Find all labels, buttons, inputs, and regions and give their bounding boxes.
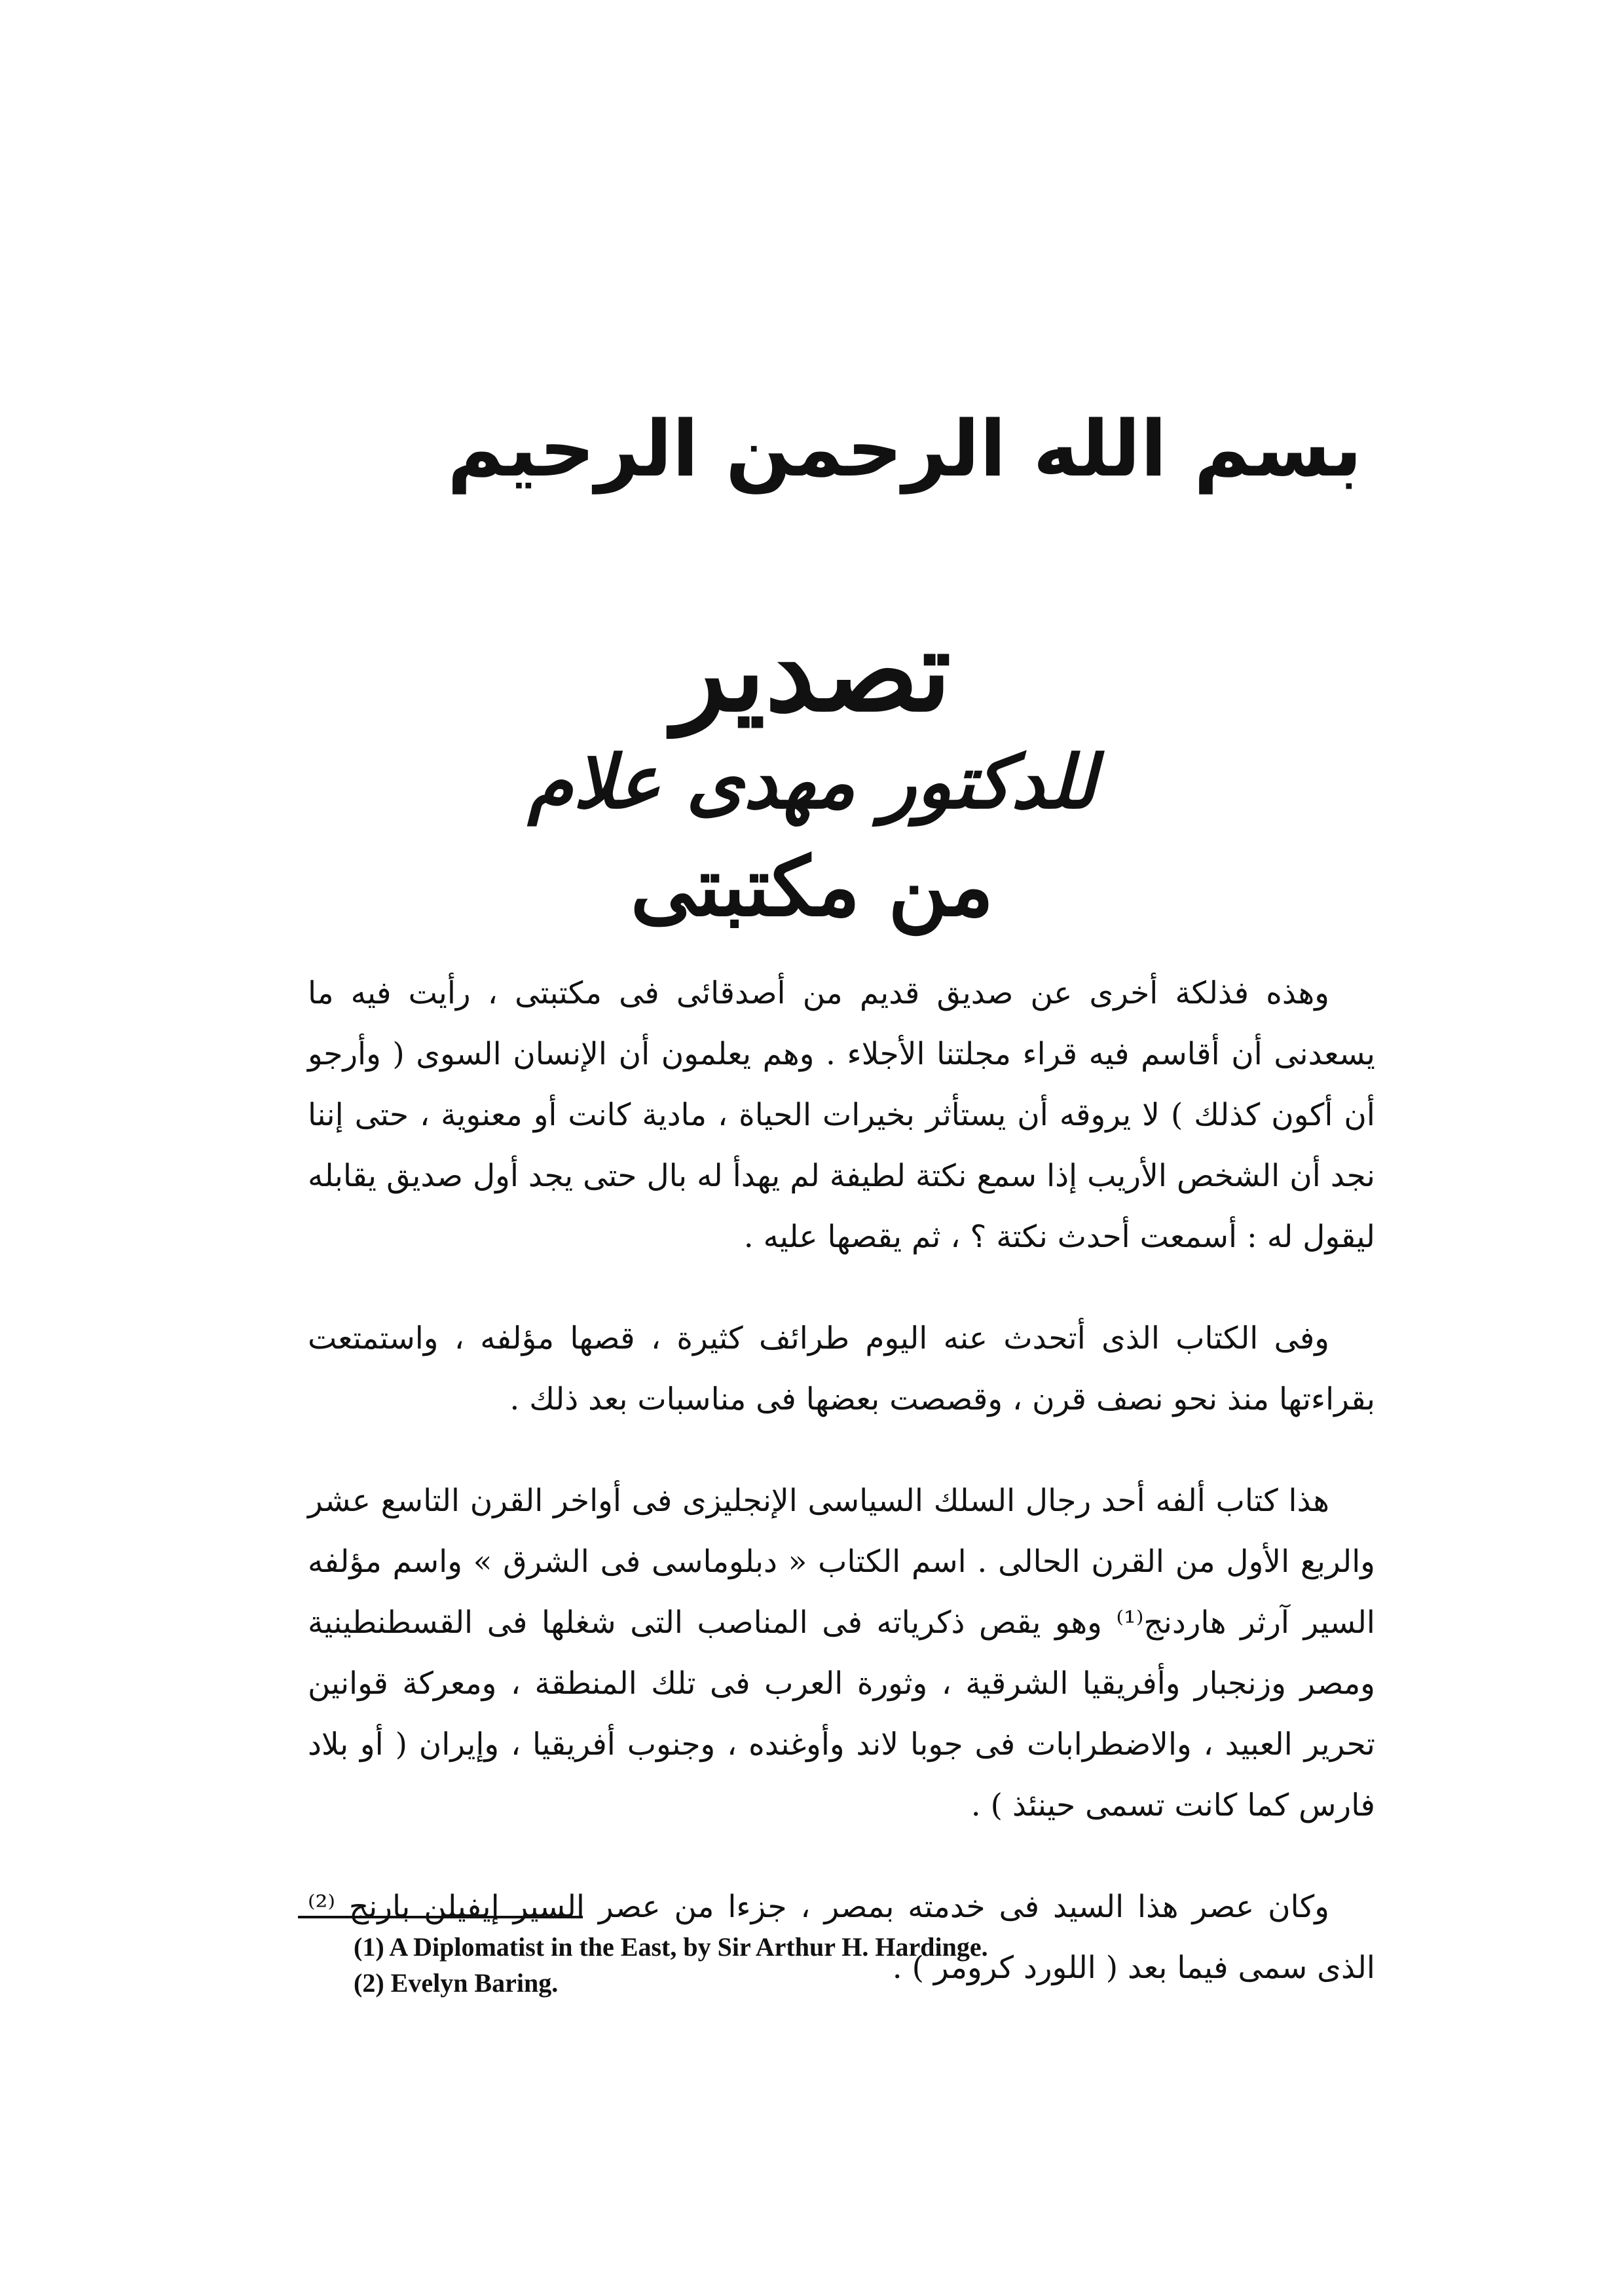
paragraph-1: وهذه فذلكة أخرى عن صديق قديم من أصدقائى فى مكتبتى ، رأيت فيه ما يسعدنى أن أقاسم فيه قراء مجلتنا الأجلاء . وهم يعلمون أن الإنسان السوى ( وأرجو أن أكون كذلك ) لا يروقه أن يستأثر بخيرات الحياة ، مادية كانت أو معنوية ، حتى إننا نجد أن الشخص الأريب إذا سمع نكتة لطيفة لم يهدأ له بال حتى يجد أول صديق يقابله ليقول له : أسمعت أحدث نكتة ؟ ، ثم يقصها عليه . — [308, 975, 1375, 1255]
page-title: تصدير — [673, 606, 951, 737]
section-subtitle: من مكتبتى — [630, 840, 994, 935]
paragraph-4: وكان عصر هذا السيد فى خدمته بمصر ، جزءا من عصر السير إيفيلن بارنج ⁽²⁾ الذى سمى فيما بعد ( اللورد كرومر ) . — [308, 1889, 1375, 1986]
footnote-2: (2) Evelyn Baring. — [354, 1968, 559, 1998]
paragraph-3: هذا كتاب ألفه أحد رجال السلك السياسى الإنجليزى فى أواخر القرن التاسع عشر والربع الأول من القرن الحالى . اسم الكتاب « دبلوماسى فى الشرق » واسم مؤلفه السير آرثر هاردنج⁽¹⁾ وهو يقص ذكرياته فى المناصب التى شغلها فى القسطنطينية ومصر وزنجبار وأفريقيا الشرقية ، وثورة العرب فى تلك المنطقة ، ومعركة قوانين تحرير العبيد ، والاضطرابات فى جوبا لاند وأوغنده ، وجنوب أفريقيا ، وإيران ( أو بلاد فارس كما كانت تسمى حينئذ ) . — [308, 1483, 1375, 1823]
paragraph-2: وفى الكتاب الذى أتحدث عنه اليوم طرائف كثيرة ، قصها مؤلفه ، واستمتعت بقراءتها منذ نحو نصف قرن ، وقصصت بعضها فى مناسبات بعد ذلك . — [308, 1320, 1375, 1417]
footnote-divider — [298, 1916, 583, 1918]
basmala-heading: بسم الله الرحمن الرحيم — [447, 403, 1362, 494]
body-text — [308, 963, 1375, 2039]
footnote-1: (1) A Diplomatist in the East, by Sir Arthur H. Hardinge. — [354, 1932, 988, 1962]
author-line: للدكتور مهدى علام — [527, 739, 1097, 825]
footnotes — [354, 1929, 1270, 2001]
